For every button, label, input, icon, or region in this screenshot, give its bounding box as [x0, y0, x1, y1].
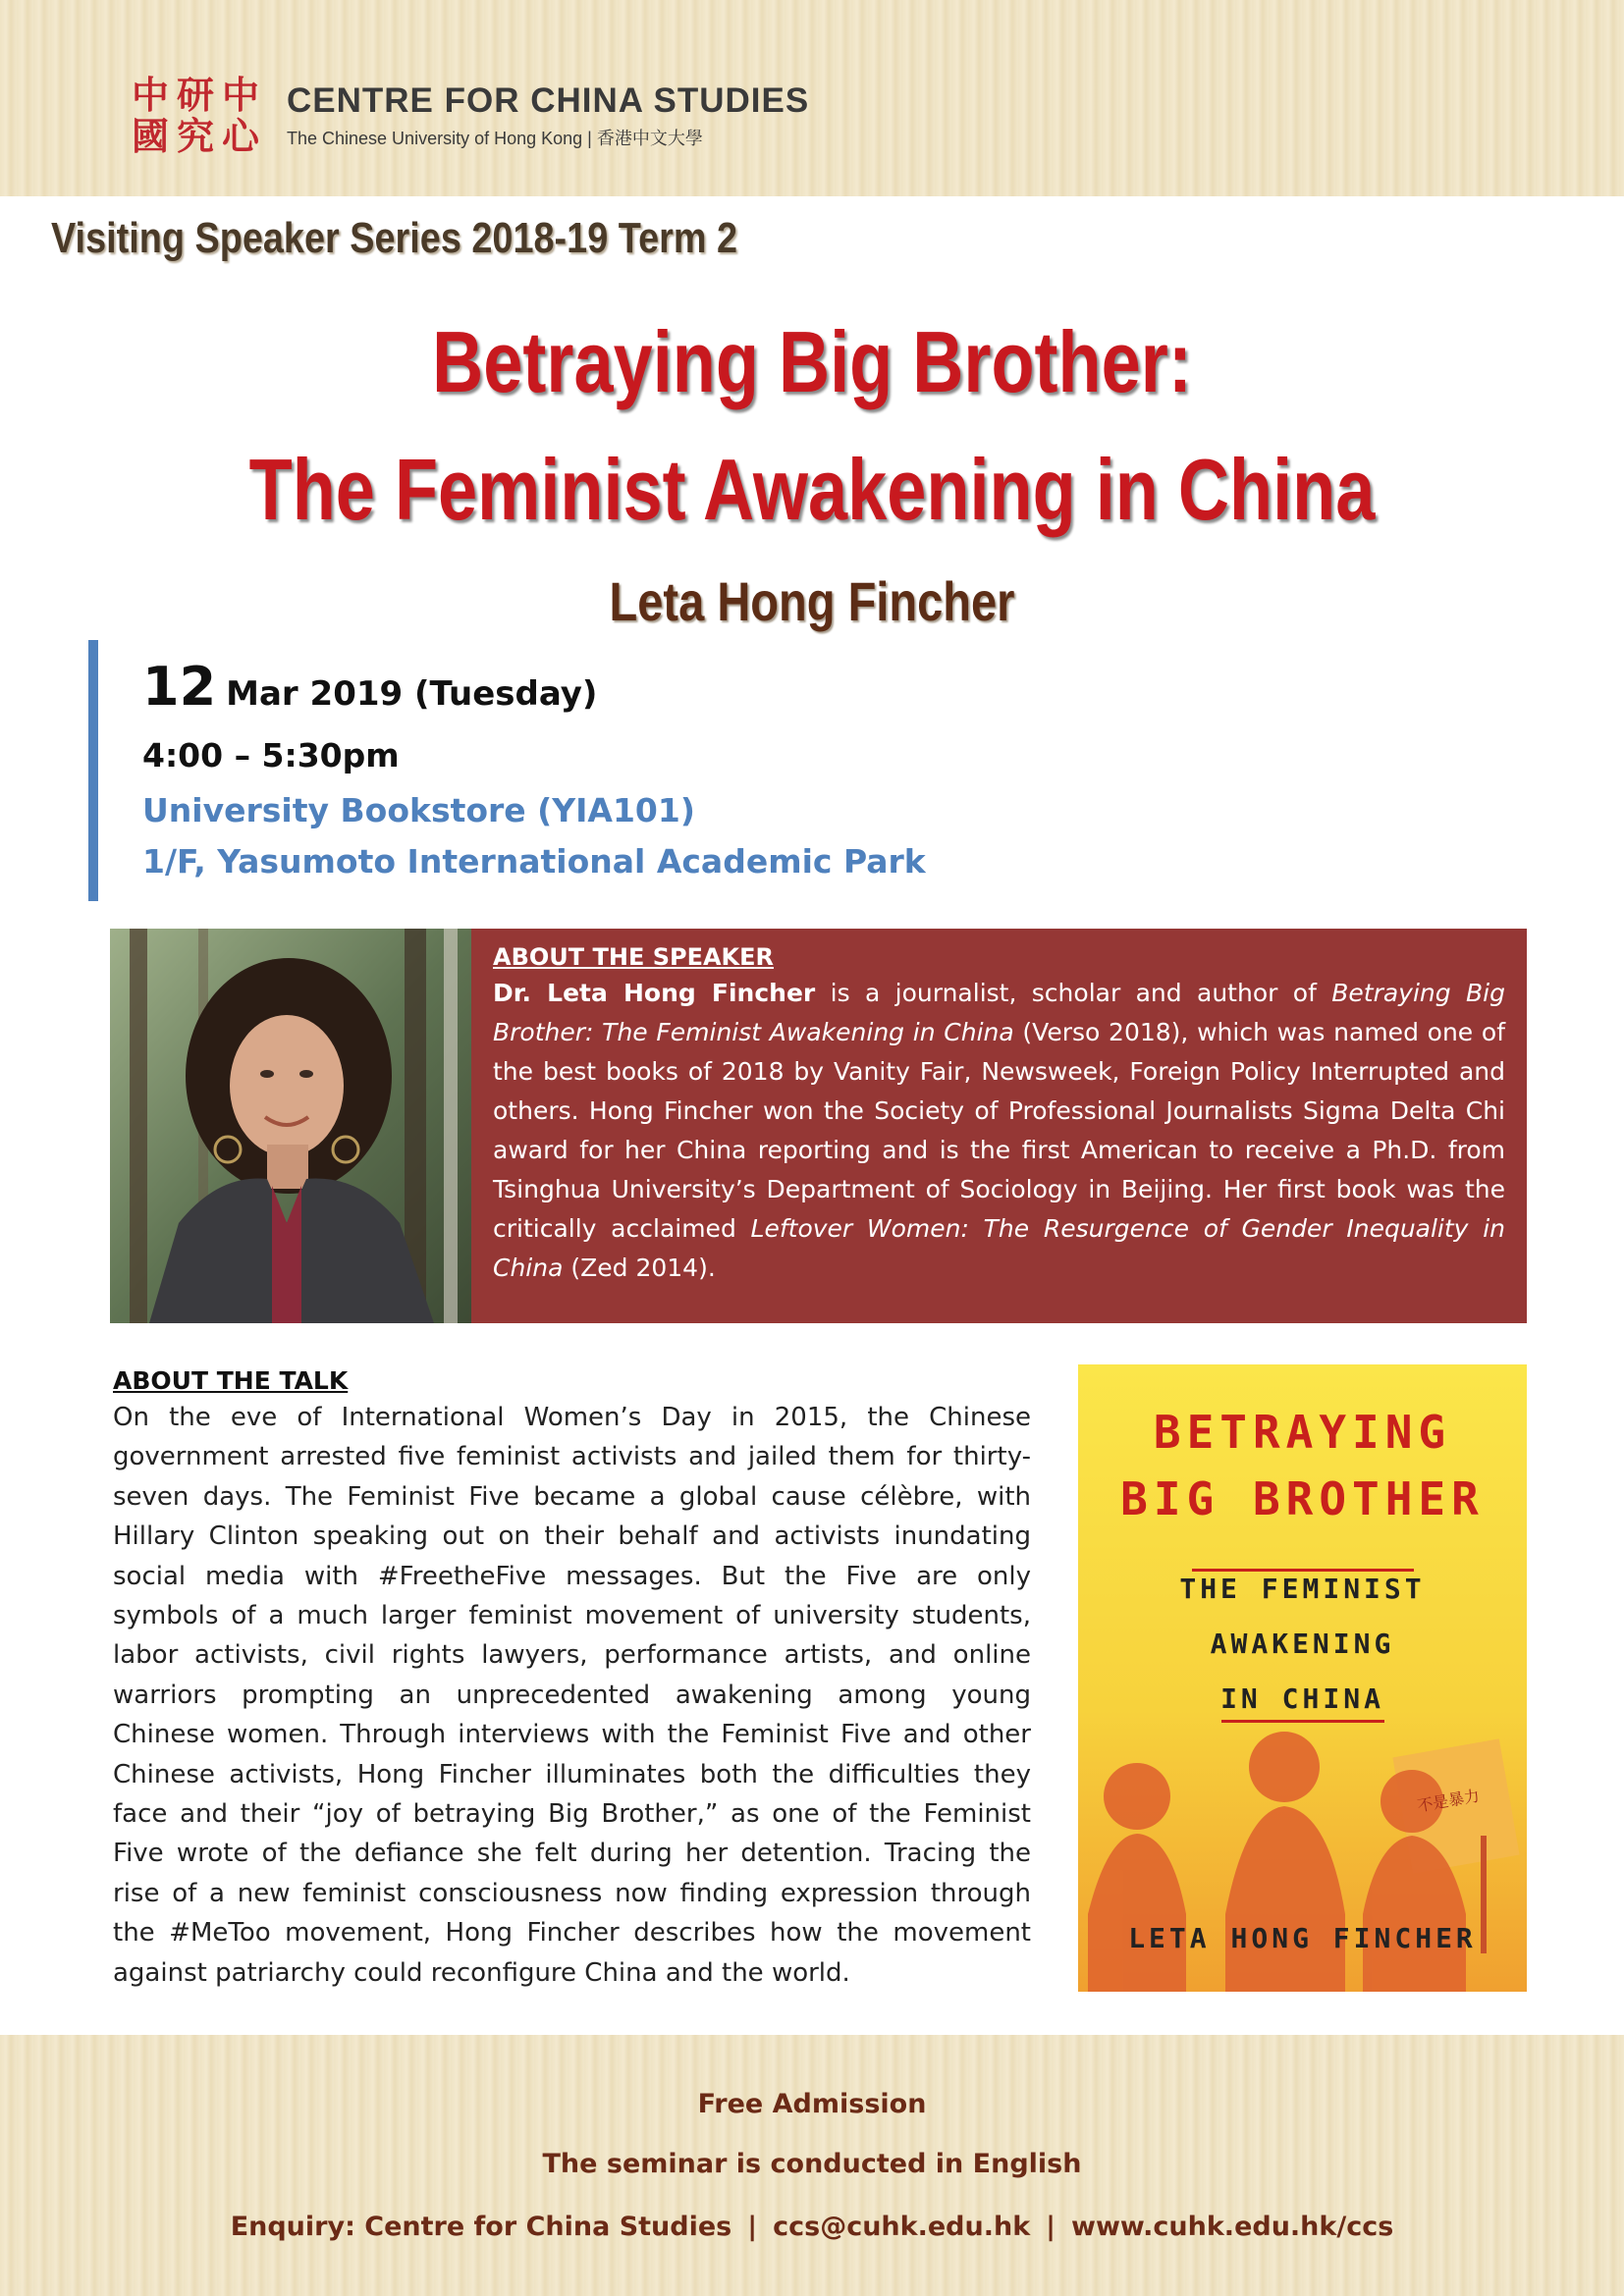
logo-char: 國: [131, 114, 169, 158]
free-admission: Free Admission: [697, 2089, 927, 2119]
about-text-part: (Verso 2018), which was named one of the best books of 2018 by Vanity Fair, Newsweek, Foreign Policy Interrupted and others. Hong Fincher won the Society of Professional Journalists Sigma Delta Chi award for her China reporting and is the first American to receive a Ph.D. from Tsinghua University’s Department of Sociology in Beijing. Her first book was the critically acclaimed: [493, 1018, 1506, 1243]
event-day: 12: [142, 656, 217, 718]
series-title: Visiting Speaker Series 2018-19 Term 2: [51, 214, 738, 262]
cover-sign-text: 不是暴力: [1416, 1786, 1482, 1816]
about-text-part: (Zed 2014).: [563, 1254, 716, 1282]
logo-char: 心: [221, 114, 259, 158]
enquiry-line: [0, 2212, 1624, 2242]
event-date: [142, 656, 597, 718]
book-cover: [1078, 1364, 1527, 1992]
logo-text: [287, 81, 809, 150]
talk-title-line1: Betraying Big Brother:: [432, 313, 1192, 410]
about-talk-body: On the eve of International Women’s Day in 2015, the Chinese government arrested five feminist activists and jailed them for thirty-seven days. The Feminist Five became a global cause célèbre, with Hillary Clinton speaking out on their behalf and activists inundating social media with #FreetheFive messages. But the Five are only symbols of a much larger feminist movement of university students, labor activists, civil rights lawyers, performance artists, and online warriors prompting an unprecedented awakening among young Chinese women. Through interviews with the Feminist Five and other Chinese activists, Hong Fincher illuminates both the difficulties they face and their “joy of betraying Big Brother,” as one of the Feminist Five wrote of the defiance she felt during her detention. Tracing the rise of a new feminist consciousness now finding expression through the #MeToo movement, Hong Fincher describes how the movement against patriarchy could reconfigure China and the world.: [113, 1403, 1031, 1988]
event-address: 1/F, Yasumoto International Academic Park: [142, 842, 926, 881]
talk-title-line2: The Feminist Awakening in China: [248, 441, 1376, 538]
cover-author: LETA HONG FINCHER: [1128, 1922, 1477, 1954]
separator: |: [747, 2212, 758, 2242]
language-note: The seminar is conducted in English: [542, 2149, 1082, 2179]
event-accent-bar: [88, 640, 98, 901]
event-date-rest: Mar 2019 (Tuesday): [226, 674, 598, 714]
book-title-italic: Leftover Women: The Resurgence of Gender Inequality in China: [493, 1214, 1505, 1282]
separator: |: [1046, 2212, 1056, 2242]
speaker-fullname: Dr. Leta Hong Fincher: [493, 979, 816, 1007]
book-title-italic: Betraying Big Brother: The Feminist Awakening in China: [493, 979, 1505, 1046]
cover-subtitle-line3: IN CHINA: [1220, 1682, 1384, 1715]
speaker-photo: [110, 929, 471, 1323]
about-talk-section: [113, 1364, 1031, 1993]
ccs-logo: [128, 75, 809, 157]
logo-char: 中: [221, 73, 259, 117]
event-time: 4:00 – 5:30pm: [142, 736, 400, 774]
org-name: CENTRE FOR CHINA STUDIES: [287, 81, 810, 120]
cover-subtitle-line1: THE FEMINIST: [1179, 1573, 1426, 1605]
enquiry-website[interactable]: www.cuhk.edu.hk/ccs: [1071, 2212, 1394, 2242]
about-text-part: is a journalist, scholar and author of: [815, 979, 1332, 1007]
cover-title-line1: BETRAYING: [1153, 1406, 1452, 1459]
enquiry-label: Enquiry: Centre for China Studies: [230, 2212, 732, 2242]
cover-subtitle-line2: AWAKENING: [1210, 1628, 1395, 1660]
header-band: [0, 0, 1624, 196]
speaker-name: Leta Hong Fincher: [609, 570, 1015, 632]
about-speaker-heading: ABOUT THE SPEAKER: [493, 943, 775, 971]
speaker-photo-image: [110, 929, 471, 1323]
about-speaker-text: [493, 979, 1505, 1282]
about-talk-heading: ABOUT THE TALK: [113, 1366, 349, 1395]
logo-char: 研: [176, 73, 214, 117]
cover-rule-bottom: [1221, 1720, 1384, 1723]
footer-band: [0, 2035, 1624, 2296]
logo-char: 究: [176, 114, 214, 158]
org-subtitle: The Chinese University of Hong Kong | 香港中文大學: [287, 129, 703, 148]
event-venue: University Bookstore (YIA101): [142, 791, 695, 829]
logo-characters: [128, 75, 263, 157]
logo-char: 中: [131, 73, 169, 117]
enquiry-email[interactable]: ccs@cuhk.edu.hk: [773, 2212, 1031, 2242]
about-speaker-box: [471, 929, 1527, 1323]
cover-title-line2: BIG BROTHER: [1120, 1472, 1485, 1525]
cover-rule-top: [1192, 1569, 1414, 1572]
